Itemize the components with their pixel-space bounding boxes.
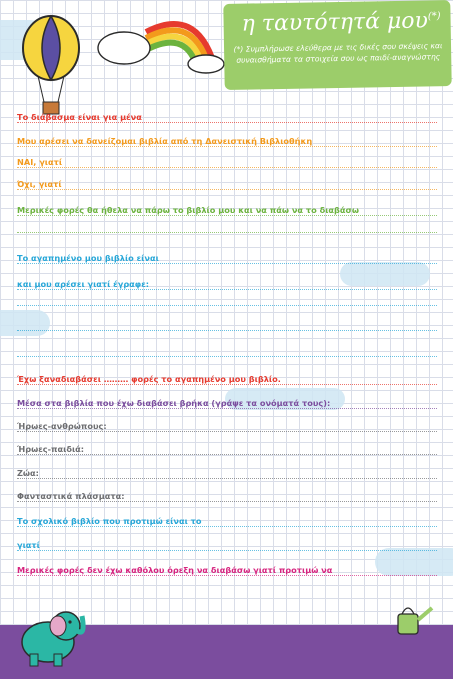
form-line-label: Όχι, γιατί [17,179,62,189]
form-line-label: ΝΑΙ, γιατί [17,157,63,167]
form-line [17,157,437,167]
hot-air-balloon-icon [18,14,84,124]
write-in-line[interactable] [17,550,437,551]
identity-header [223,0,451,90]
rainbow-icon [96,12,228,74]
form-line-label: και μου αρέσει γιατί έγραφε: [17,279,150,289]
cloud-decoration [0,310,50,336]
form-line-label: Μερικές φορές δεν έχω καθόλου όρεξη να διαβάσω γιατί προτιμώ να [17,565,333,575]
write-in-line[interactable] [17,501,437,502]
write-in-line[interactable] [17,330,437,331]
form-line-label: Μέσα στα βιβλία που έχω διαβάσει βρήκα (γράψε τα ονόματά τους): [17,398,331,408]
write-in-line[interactable] [17,263,437,264]
write-in-line[interactable] [17,232,437,233]
form-line-label: Ήρωες-ανθρώπους: [17,421,107,431]
write-in-line[interactable] [17,431,437,432]
form-line [17,444,437,454]
write-in-line[interactable] [17,289,437,290]
form-line [17,374,437,384]
write-in-line[interactable] [17,189,437,190]
write-in-line[interactable] [17,454,437,455]
form-line-label: Το διάβασμα είναι για μένα [17,112,142,122]
form-line [17,398,437,408]
form-line [17,253,437,263]
form-line [17,565,437,575]
write-in-line[interactable] [17,356,437,357]
write-in-line[interactable] [17,526,437,527]
form-line-label: Ήρωες-παιδιά: [17,444,85,454]
form-line [17,136,437,146]
form-line-label: γιατί [17,540,40,550]
form-line [17,179,437,189]
form-line-label: Έχω ξαναδιαβάσει ……… φορές το αγαπημένο μου βιβλίο. [17,374,281,384]
form-line [17,205,437,215]
write-in-line[interactable] [17,384,437,385]
form-line [17,516,437,526]
write-in-line[interactable] [17,122,437,123]
write-in-line[interactable] [17,408,437,409]
write-in-line[interactable] [17,146,437,147]
write-in-line[interactable] [17,215,437,216]
write-in-line[interactable] [17,167,437,168]
write-in-line[interactable] [17,478,437,479]
form-line-label: Ζώα: [17,468,39,478]
form-line-label: Το αγαπημένο μου βιβλίο είναι [17,253,159,263]
header-note: (*) Συμπλήρωσε ελεύθερα με τις δικές σου σκέψεις και συναισθήματα τα στοιχεία σου ως παιδί-αναγνώστης [233,41,443,65]
form-line-label: Το σχολικό βιβλίο που προτιμώ είναι το [17,516,202,526]
form-line [17,279,437,289]
form-line [17,491,437,501]
write-in-line[interactable] [17,305,437,306]
form-line [17,468,437,478]
form-line [17,421,437,431]
page-title: η ταυτότητά μου(*) [241,8,441,37]
form-line-label: Φανταστικά πλάσματα: [17,491,125,501]
form-line [17,112,437,122]
elephant-icon [14,604,88,670]
write-in-line[interactable] [17,575,437,576]
form-line [17,540,437,550]
form-line-label: Μερικές φορές θα ήθελα να πάρω το βιβλίο μου και να πάω να το διαβάσω [17,205,359,215]
watering-can-icon [388,600,436,640]
form-line-label: Μου αρέσει να δανείζομαι βιβλία από τη Δανειστική Βιβλιοθήκη [17,136,313,146]
